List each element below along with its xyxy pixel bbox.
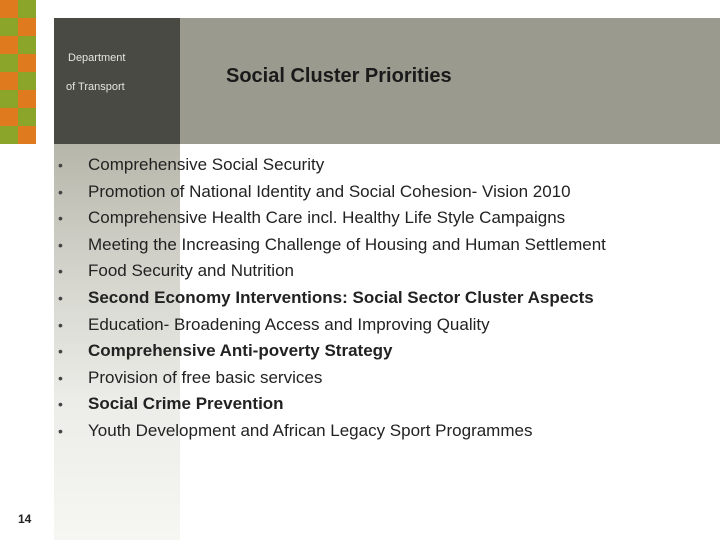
bullet-icon: • (58, 343, 63, 360)
bullet-icon: • (58, 369, 63, 386)
department-sublabel: of Transport (66, 81, 125, 93)
checker-square (0, 108, 18, 126)
checker-square (18, 90, 36, 108)
list-item-text: Promotion of National Identity and Social Cohesion- Vision 2010 (88, 181, 571, 201)
list-item-text: Youth Development and African Legacy Sport Programmes (88, 420, 533, 440)
department-logo-box (54, 18, 180, 144)
checker-square (0, 36, 18, 54)
department-label: Department (68, 52, 126, 64)
list-item-text: Second Economy Interventions: Social Sector Cluster Aspects (88, 287, 594, 307)
bullet-icon: • (58, 422, 63, 439)
checker-square (0, 90, 18, 108)
checker-square (18, 18, 36, 36)
checker-square (18, 72, 36, 90)
checker-square (0, 126, 18, 144)
list-item-text: Social Crime Prevention (88, 394, 284, 414)
bullet-icon: • (58, 263, 63, 280)
checker-square (18, 0, 36, 18)
bullet-icon: • (58, 236, 63, 253)
bullet-icon: • (58, 183, 63, 200)
checker-square (18, 126, 36, 144)
list-item-text: Comprehensive Social Security (88, 155, 325, 174)
list-item-text: Comprehensive Anti-poverty Strategy (88, 341, 393, 361)
decorative-checker-strip (0, 0, 36, 540)
list-item-text: Food Security and Nutrition (88, 261, 294, 281)
list-item-text: Education- Broadening Access and Improving Quality (88, 314, 490, 334)
list-item-text: Comprehensive Health Care incl. Healthy Life Style Campaigns (88, 208, 566, 228)
page-number: 14 (18, 512, 32, 526)
checker-square (18, 108, 36, 126)
bullet-icon: • (58, 210, 63, 227)
bullet-icon: • (58, 316, 63, 333)
bullet-icon: • (58, 289, 63, 306)
checker-square (18, 36, 36, 54)
list-item-text: Provision of free basic services (88, 367, 323, 387)
checker-square (0, 18, 18, 36)
checker-square (0, 54, 18, 72)
bullet-icon: • (58, 157, 63, 173)
slide-title: Social Cluster Priorities (226, 65, 452, 87)
checker-square (18, 54, 36, 72)
checker-square (0, 72, 18, 90)
slide-header (180, 18, 720, 144)
bullet-icon: • (58, 396, 63, 413)
checker-square (0, 0, 18, 18)
list-item-text: Meeting the Increasing Challenge of Housing and Human Settlement (88, 234, 606, 254)
